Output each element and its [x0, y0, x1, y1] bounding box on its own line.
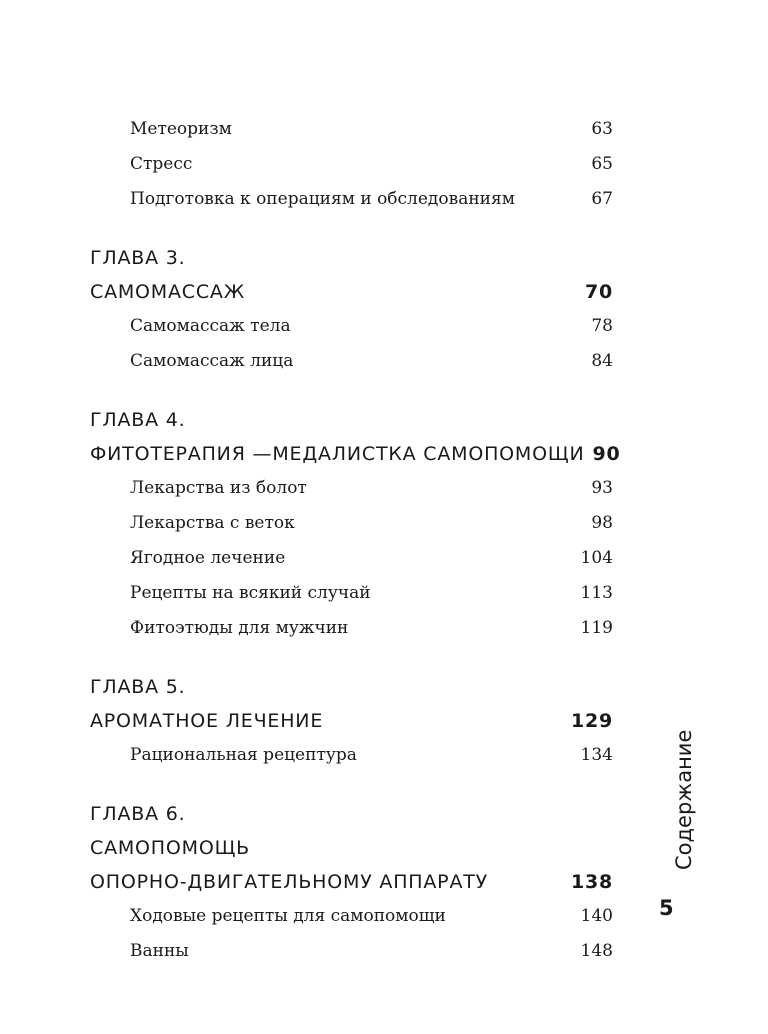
chapter-page: 129 — [570, 710, 613, 732]
chapter-title: АРОМАТНОЕ ЛЕЧЕНИЕ — [90, 710, 324, 732]
toc-entry-men-phyto[interactable] — [90, 611, 613, 646]
toc-entry-title: Ходовые рецепты для самопомощи — [130, 906, 446, 926]
toc-entry-branch-medicines[interactable] — [90, 506, 613, 541]
toc-entry-page: 78 — [591, 316, 613, 336]
toc-entry-title: Подготовка к операциям и обследованиям — [130, 189, 515, 209]
chapter-5-heading[interactable] — [90, 704, 613, 738]
chapter-title: САМОМАССАЖ — [90, 281, 245, 303]
chapter-3-heading[interactable] — [90, 275, 613, 309]
spacer — [90, 646, 613, 670]
toc-entry-running-recipes[interactable] — [90, 899, 613, 934]
toc-entry-title: Рецепты на всякий случай — [130, 583, 371, 603]
toc-entry-page: 119 — [580, 618, 613, 638]
spacer — [90, 217, 613, 241]
toc-entry-title: Самомассаж лица — [130, 351, 294, 371]
table-of-contents — [90, 112, 621, 969]
toc-entry-page: 148 — [580, 941, 613, 961]
toc-entry-meteorism[interactable] — [90, 112, 613, 147]
toc-entry-page: 134 — [580, 745, 613, 765]
toc-entry-title: Самомассаж тела — [130, 316, 291, 336]
toc-entry-stress[interactable] — [90, 147, 613, 182]
chapter-6-title-line1: САМОПОМОЩЬ — [90, 837, 251, 859]
chapter-page: 138 — [570, 871, 613, 893]
chapter-5-label: ГЛАВА 5. — [90, 676, 186, 698]
toc-entry-rational-recipes[interactable] — [90, 738, 613, 773]
toc-entry-page: 140 — [580, 906, 613, 926]
toc-entry-face-massage[interactable] — [90, 344, 613, 379]
toc-entry-title: Ягодное лечение — [130, 548, 286, 568]
spacer — [90, 379, 613, 403]
chapter-6-heading[interactable] — [90, 865, 613, 899]
chapter-title: ФИТОТЕРАПИЯ —МЕДАЛИСТКА САМОПОМОЩИ — [90, 443, 585, 465]
toc-entry-body-massage[interactable] — [90, 309, 613, 344]
toc-entry-title: Фитоэтюды для мужчин — [130, 618, 349, 638]
toc-entry-title: Лекарства с веток — [130, 513, 295, 533]
toc-entry-title: Рациональная рецептура — [130, 745, 357, 765]
chapter-3-label: ГЛАВА 3. — [90, 247, 186, 269]
toc-entry-title: Лекарства из болот — [130, 478, 307, 498]
chapter-page: 70 — [584, 281, 613, 303]
section-title-vertical: Содержание — [672, 729, 696, 870]
chapter-4-heading[interactable] — [90, 437, 621, 471]
toc-entry-just-in-case[interactable] — [90, 576, 613, 611]
toc-entry-page: 63 — [591, 119, 613, 139]
toc-entry-page: 93 — [591, 478, 613, 498]
chapter-page: 90 — [592, 443, 621, 465]
toc-entry-page: 67 — [591, 189, 613, 209]
chapter-4-label: ГЛАВА 4. — [90, 409, 186, 431]
toc-entry-page: 113 — [580, 583, 613, 603]
toc-entry-swamp-medicines[interactable] — [90, 471, 613, 506]
toc-entry-title: Ванны — [130, 941, 189, 961]
toc-entry-page: 84 — [591, 351, 613, 371]
chapter-6-label: ГЛАВА 6. — [90, 803, 186, 825]
toc-entry-title: Стресс — [130, 154, 193, 174]
toc-entry-berry-treatment[interactable] — [90, 541, 613, 576]
toc-entry-title: Метеоризм — [130, 119, 232, 139]
toc-entry-preparation[interactable] — [90, 182, 613, 217]
toc-entry-page: 65 — [591, 154, 613, 174]
toc-entry-baths[interactable] — [90, 934, 613, 969]
toc-entry-page: 104 — [580, 548, 613, 568]
spacer — [90, 773, 613, 797]
toc-entry-page: 98 — [591, 513, 613, 533]
page-number: 5 — [659, 896, 674, 920]
chapter-title: ОПОРНО-ДВИГАТЕЛЬНОМУ АППАРАТУ — [90, 871, 489, 893]
